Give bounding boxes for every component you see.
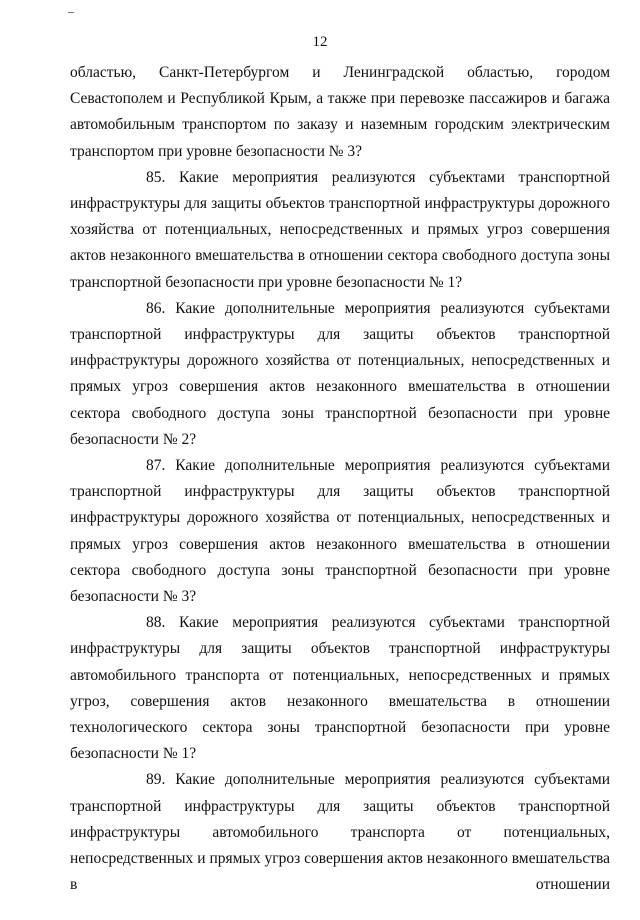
question-86: [70, 296, 610, 453]
question-number: 87.: [146, 457, 166, 475]
question-text: Какие мероприятия реализуются субъектами транспортной инфраструктуры для защиты объектов транспортной инфраструктуры дорожного хозяйства от потенциальных, непосредственных и прямых угроз совершения актов незаконного вмешательства в отношении сектора свободного доступа зоны транспортной безопасности при уровне безопасности № 1?: [70, 168, 610, 291]
question-text: Какие мероприятия реализуются субъектами транспортной инфраструктуры для защиты объектов транспортной инфраструктуры автомобильного транспорта от потенциальных, непосредственных и прямых угроз, совершения актов незаконного вмешательства в отношении технологического сектора зоны транспортной безопасности при уровне безопасности № 1?: [70, 614, 610, 763]
question-number: 85.: [146, 168, 166, 186]
question-number: 86.: [146, 299, 166, 317]
question-number: 88.: [146, 614, 166, 632]
question-89: [70, 767, 610, 898]
question-88: [70, 610, 610, 767]
scan-artifact: [68, 12, 74, 13]
question-number: 89.: [146, 771, 166, 789]
question-text: Какие дополнительные мероприятия реализуются субъектами транспортной инфраструктуры для защиты объектов транспортной инфраструктуры дорожного хозяйства от потенциальных, непосредственных и прямых угроз совершения актов незаконного вмешательства в отношении сектора свободного доступа зоны транспортной безопасности при уровне безопасности № 2?: [70, 299, 611, 448]
question-85: [70, 165, 610, 296]
question-text: Какие дополнительные мероприятия реализуются субъектами транспортной инфраструктуры для защиты объектов транспортной инфраструктуры автомобильного транспорта от потенциальных, непосредственных и прямых угроз совершения актов незаконного вмешательства в отношении: [70, 771, 611, 894]
page-number: 12: [312, 34, 328, 50]
document-body: [70, 60, 610, 899]
paragraph-text: областью, Санкт-Петербургом и Ленинградской областью, городом Севастополем и Республикой Крым, а также при перевозке пассажиров и багажа автомобильным транспортом по заказу и наземным городским электрическим транспортом при уровне безопасности № 3?: [70, 64, 610, 160]
question-87: [70, 453, 610, 610]
question-text: Какие дополнительные мероприятия реализуются субъектами транспортной инфраструктуры для защиты объектов транспортной инфраструктуры дорожного хозяйства от потенциальных, непосредственных и прямых угроз совершения актов незаконного вмешательства в отношении сектора свободного доступа зоны транспортной безопасности при уровне безопасности № 3?: [70, 457, 611, 606]
paragraph-continuation: [70, 60, 610, 165]
